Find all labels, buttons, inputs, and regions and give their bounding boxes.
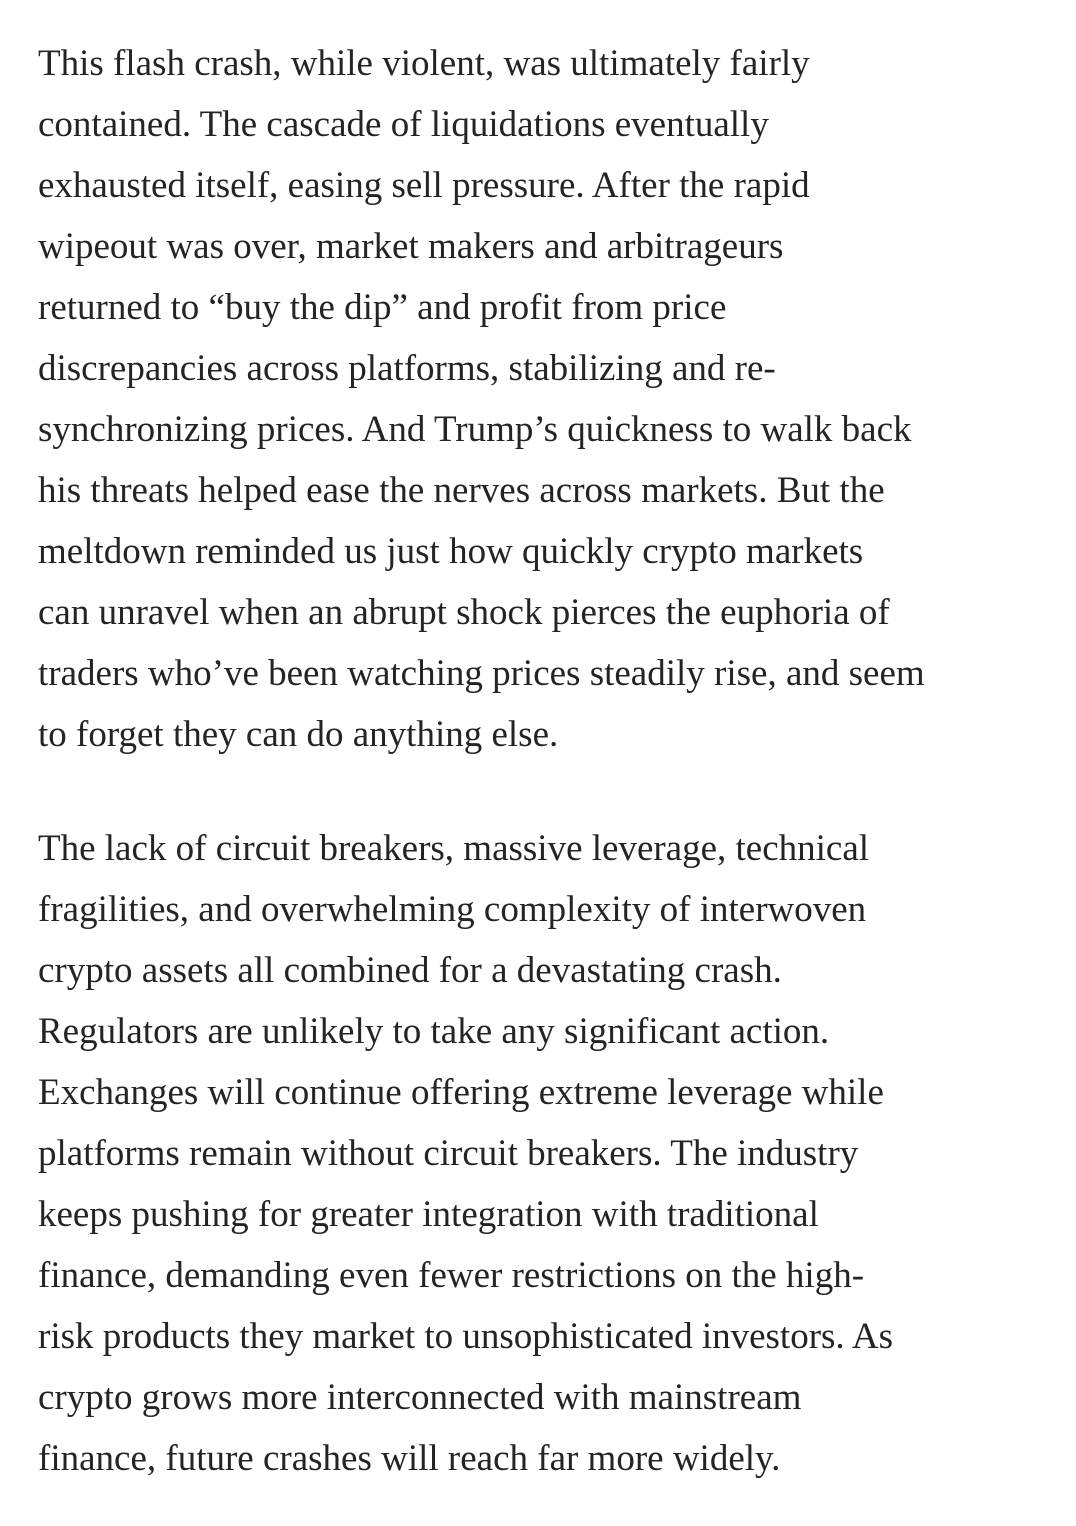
text-line: exhausted itself, easing sell pressure. After the rapid bbox=[38, 165, 810, 206]
text-line: discrepancies across platforms, stabilizing and re- bbox=[38, 348, 776, 389]
text-line: returned to “buy the dip” and profit from price bbox=[38, 287, 727, 328]
text-line: can unravel when an abrupt shock pierces the euphoria of bbox=[38, 592, 890, 633]
text-line: keeps pushing for greater integration with traditional bbox=[38, 1194, 819, 1235]
paragraph-1 bbox=[38, 33, 1056, 765]
text-line: risk products they market to unsophisticated investors. As bbox=[38, 1316, 893, 1357]
text-line: Regulators are unlikely to take any significant action. bbox=[38, 1011, 830, 1052]
text-line: finance, future crashes will reach far more widely. bbox=[38, 1438, 781, 1479]
text-line: crypto grows more interconnected with mainstream bbox=[38, 1377, 802, 1418]
text-line: traders who’ve been watching prices steadily rise, and seem bbox=[38, 653, 925, 694]
text-line: Exchanges will continue offering extreme leverage while bbox=[38, 1072, 884, 1113]
text-line: synchronizing prices. And Trump’s quickness to walk back bbox=[38, 409, 912, 450]
text-line: The lack of circuit breakers, massive leverage, technical bbox=[38, 828, 870, 869]
text-line: to forget they can do anything else. bbox=[38, 714, 559, 755]
text-line: platforms remain without circuit breakers. The industry bbox=[38, 1133, 859, 1174]
text-line: crypto assets all combined for a devastating crash. bbox=[38, 950, 782, 991]
text-line: fragilities, and overwhelming complexity of interwoven bbox=[38, 889, 867, 930]
text-line: finance, demanding even fewer restrictions on the high- bbox=[38, 1255, 865, 1296]
paragraph-2 bbox=[38, 818, 1056, 1489]
text-line: his threats helped ease the nerves across markets. But the bbox=[38, 470, 885, 511]
text-line: contained. The cascade of liquidations eventually bbox=[38, 104, 769, 145]
text-line: wipeout was over, market makers and arbitrageurs bbox=[38, 226, 784, 267]
text-line: meltdown reminded us just how quickly crypto markets bbox=[38, 531, 864, 572]
text-line: This flash crash, while violent, was ultimately fairly bbox=[38, 43, 810, 84]
